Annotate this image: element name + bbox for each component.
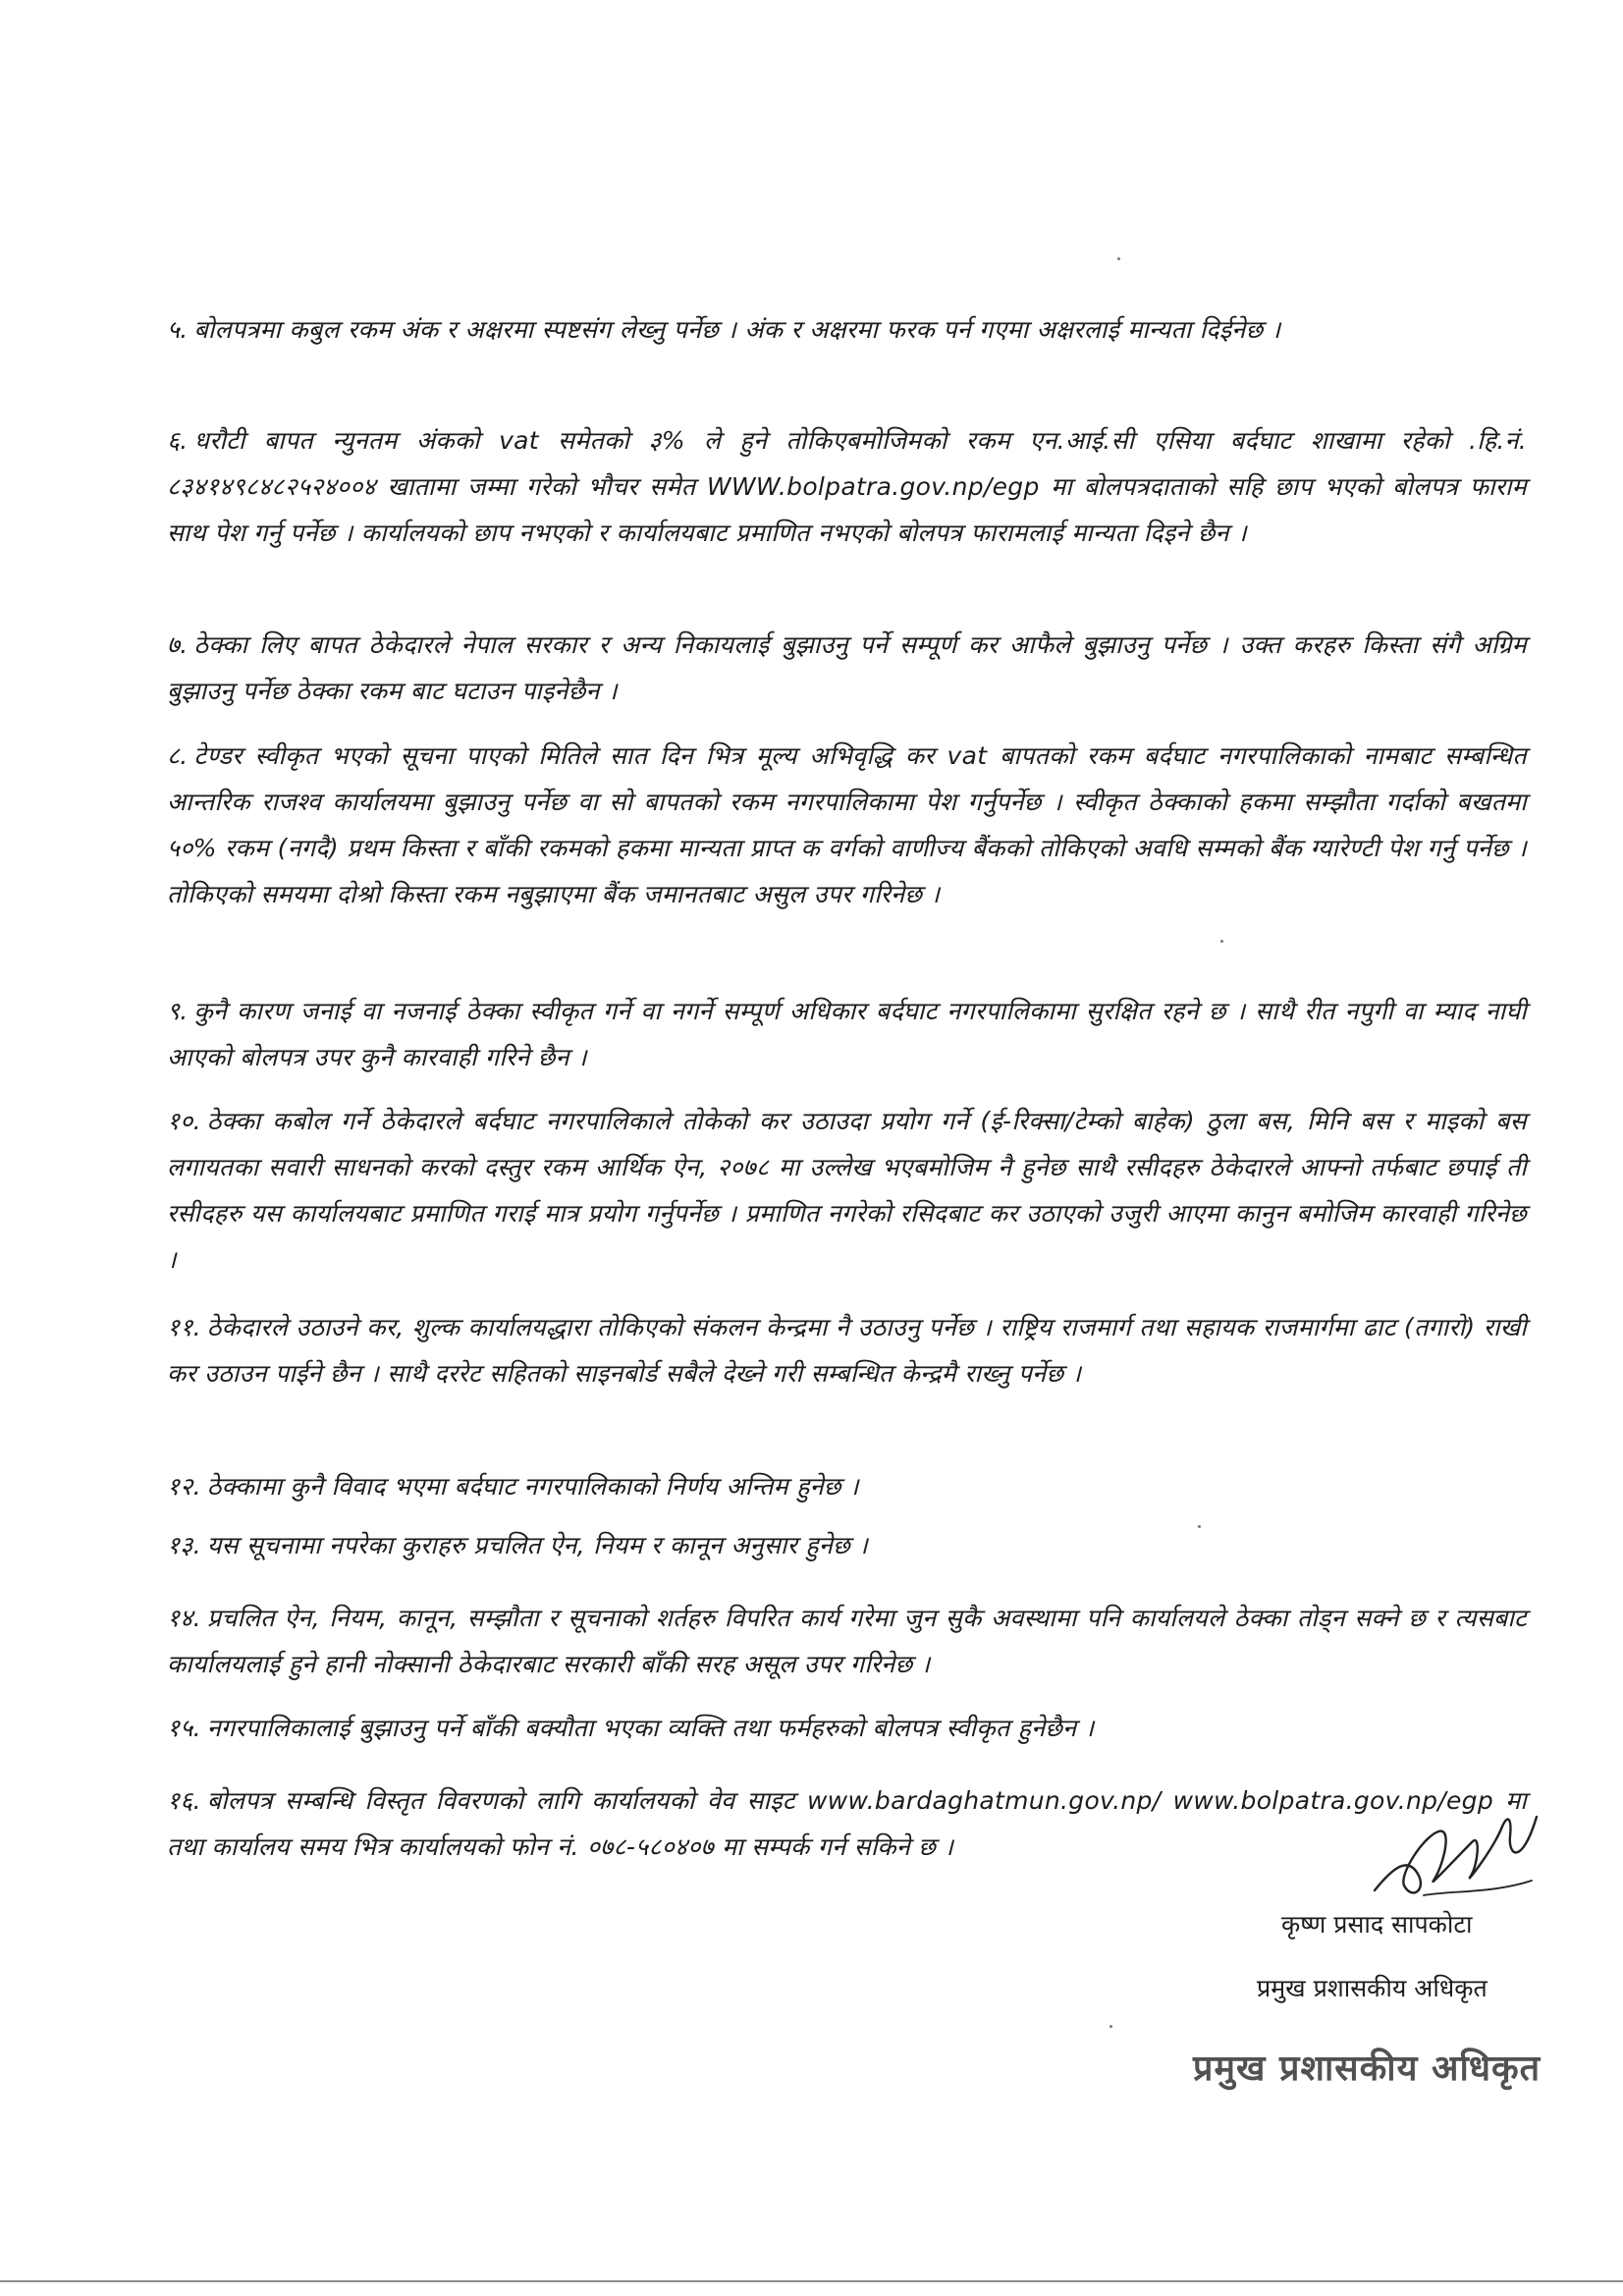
clause-number: १०. — [167, 1107, 201, 1135]
clause-13 — [167, 1522, 1527, 1568]
clause-text: ठेक्का कबोल गर्ने ठेकेदारले बर्दघाट नगरपालिकाले तोकेको कर उठाउदा प्रयोग गर्ने (ई-रिक्सा/टेम्को बाहेक) ठुला बस, मिनि बस र माइको बस लगायतका सवारी साधनको करको दस्तुर रकम आर्थिक ऐन, २०७८ मा उल्लेख भएबमोजिम नै हुनेछ साथै रसीदहरु ठेकेदारले आफ्नो तर्फबाट छपाई ती रसीदहरु यस कार्यालयबाट प्रमाणित गराई मात्र प्रयोग गर्नुपर्नेछ । प्रमाणित नगरेको रसिदबाट कर उठाएको उजुरी आएमा कानुन बमोजिम कारवाही गरिनेछ । — [167, 1107, 1527, 1274]
clause-number: ८. — [167, 741, 189, 770]
clause-number: ११. — [167, 1313, 201, 1341]
clause-number: ५. — [167, 315, 189, 344]
official-stamp: प्रमुख प्रशासकीय अधिकृत — [1193, 2049, 1542, 2089]
scan-speck — [1198, 1525, 1201, 1528]
bottom-rule — [0, 2280, 1623, 2282]
clause-number: १२. — [167, 1472, 201, 1501]
clause-text: यस सूचनामा नपरेका कुराहरु प्रचलित ऐन, नियम र कानून अनुसार हुनेछ । — [206, 1531, 869, 1559]
clause-11 — [167, 1304, 1527, 1396]
signatory-name: कृष्ण प्रसाद सापकोटा — [1281, 1910, 1473, 1939]
clause-number: १५. — [167, 1714, 201, 1742]
clause-text: कुनै कारण जनाई वा नजनाई ठेक्का स्वीकृत गर्ने वा नगर्ने सम्पूर्ण अधिकार बर्दघाट नगरपालिकामा सुरक्षित रहने छ । साथै रीत नपुगी वा म्याद नाघी आएको बोलपत्र उपर कुनै कारवाही गरिने छैन । — [167, 997, 1527, 1071]
clause-number: १३. — [167, 1531, 201, 1559]
clause-8 — [167, 733, 1527, 917]
clause-number: ६. — [167, 426, 189, 455]
clause-text: ठेक्कामा कुनै विवाद भएमा बर्दघाट नगरपालिकाको निर्णय अन्तिम हुनेछ । — [206, 1472, 859, 1501]
clause-text: नगरपालिकालाई बुझाउनु पर्ने बाँकी बक्यौता भएका व्यक्ति तथा फर्महरुको बोलपत्र स्वीकृत हुनेछैन । — [206, 1714, 1095, 1742]
clause-text: ठेकेदारले उठाउने कर, शुल्क कार्यालयद्धारा तोकिएको संकलन केन्द्रमा नै उठाउनु पर्नेछ । राष्ट्रिय राजमार्ग तथा सहायक राजमार्गमा ढाट (तगारो) राखी कर उठाउन पाईने छैन । साथै दररेट सहितको साइनबोर्ड सबैले देख्ने गरी सम्बन्धित केन्द्रमै राख्नु पर्नेछ । — [167, 1313, 1527, 1388]
scan-speck — [1117, 257, 1120, 260]
clause-text: धरौटी बापत न्युनतम अंकको vat समेतको ३% ले हुने तोकिएबमोजिमको रकम एन.आई.सी एसिया बर्दघाट शाखामा रहेको .हि.नं. ८३४१४९८४८२५२४००४ खातामा जम्मा गरेको भौचर समेत WWW.bolpatra.gov.np/egp मा बोलपत्रदाताको सहि छाप भएको बोलपत्र फाराम साथ पेश गर्नु पर्नेछ । कार्यालयको छाप नभएको र कार्यालयबाट प्रमाणित नभएको बोलपत्र फारामलाई मान्यता दिइने छैन । — [167, 426, 1527, 547]
clause-5 — [167, 306, 1527, 353]
clause-text: ठेक्का लिए बापत ठेकेदारले नेपाल सरकार र अन्य निकायलाई बुझाउनु पर्ने सम्पूर्ण कर आफैले बुझाउनु पर्नेछ । उक्त करहरु किस्ता संगै अग्रिम बुझाउनु पर्नेछ ठेक्का रकम बाट घटाउन पाइनेछैन । — [167, 630, 1527, 705]
signatory-title: प्रमुख प्रशासकीय अधिकृत — [1257, 1974, 1488, 2002]
clause-text: टेण्डर स्वीकृत भएको सूचना पाएको मितिले सात दिन भित्र मूल्य अभिवृद्धि कर vat बापतको रकम बर्दघाट नगरपालिकाको नामबाट सम्बन्धित आन्तरिक राजश्व कार्यालयमा बुझाउनु पर्नेछ वा सो बापतको रकम नगरपालिकामा पेश गर्नुपर्नेछ । स्वीकृत ठेक्काको हकमा सम्झौता गर्दाको बखतमा ५०% रकम (नगदै) प्रथम किस्ता र बाँकी रकमको हकमा मान्यता प्राप्त क वर्गको वाणीज्य बैंकको तोकिएको अवधि सम्मको बैंक ग्यारेण्टी पेश गर्नु पर्नेछ । तोकिएको समयमा दोश्रो किस्ता रकम नबुझाएमा बैंक जमानतबाट असुल उपर गरिनेछ । — [167, 741, 1527, 908]
clause-number: ९. — [167, 997, 189, 1025]
clause-10 — [167, 1098, 1527, 1283]
clause-number: १४. — [167, 1604, 201, 1632]
clause-number: १६. — [167, 1786, 201, 1815]
clause-text: बोलपत्र सम्बन्धि विस्तृत विवरणको लागि कार्यालयको वेव साइट www.bardaghatmun.gov.np/ www.bolpatra.gov.np/egp मा तथा कार्यालय समय भित्र कार्यालयको फोन नं. ०७८-५८०४०७ मा सम्पर्क गर्न सकिने छ । — [167, 1786, 1527, 1861]
scan-speck — [1109, 2025, 1112, 2028]
handwritten-signature — [1365, 1797, 1551, 1915]
clause-text: प्रचलित ऐन, नियम, कानून, सम्झौता र सूचनाको शर्तहरु विपरित कार्य गरेमा जुन सुकै अवस्थामा पनि कार्यालयले ठेक्का तोड्न सक्ने छ र त्यसबाट कार्यालयलाई हुने हानी नोक्सानी ठेकेदारबाट सरकारी बाँकी सरह असूल उपर गरिनेछ । — [167, 1604, 1527, 1678]
clause-14 — [167, 1595, 1527, 1687]
clause-text: बोलपत्रमा कबुल रकम अंक र अक्षरमा स्पष्टसंग लेख्नु पर्नेछ । अंक र अक्षरमा फरक पर्न गएमा अक्षरलाई मान्यता दिईनेछ । — [193, 315, 1281, 344]
clause-7 — [167, 622, 1527, 714]
clause-12 — [167, 1463, 1527, 1509]
clause-9 — [167, 988, 1527, 1080]
clause-15 — [167, 1705, 1527, 1751]
clause-6 — [167, 417, 1527, 556]
clause-number: ७. — [167, 630, 189, 659]
scan-speck — [1220, 940, 1223, 943]
